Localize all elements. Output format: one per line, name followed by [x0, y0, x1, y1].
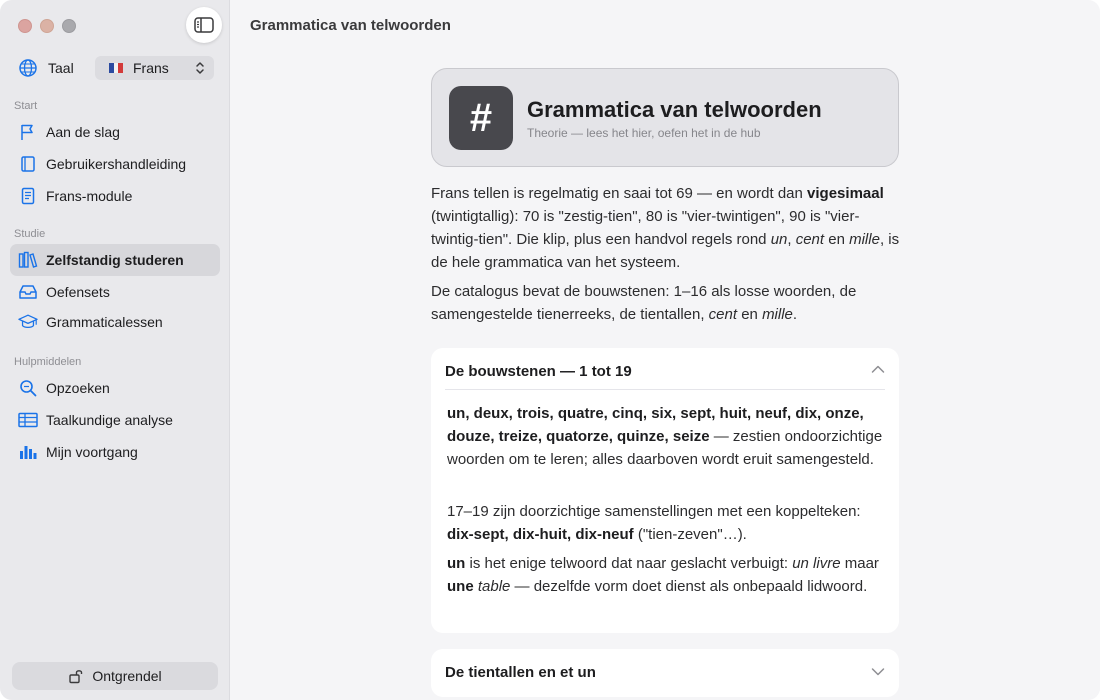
section-card-bouwstenen — [431, 348, 899, 633]
divider — [445, 389, 885, 390]
section-header-start: Start — [14, 100, 38, 112]
hero-title: Grammatica van telwoorden — [527, 97, 822, 122]
book-icon — [18, 154, 38, 174]
section-card-header[interactable]: De bouwstenen — 1 tot 19 — [445, 363, 632, 380]
sidebar-item-grammaticalessen[interactable] — [10, 306, 220, 338]
section-header-hulpmiddelen: Hulpmiddelen — [14, 356, 82, 368]
chevron-up-down-icon — [195, 61, 205, 75]
french-flag-icon — [109, 63, 123, 73]
intro-paragraph-1: Frans tellen is regelmatig en saai tot 69 — en wordt dan vigesimaal (twintigtallig): 70 is "zestig-tien", 80 is "vier-twintigen", 90 is "vier-twintig-tien". Die klip, plus een handvol regels rond un, cent en mille, is de hele grammatica van het systeem. — [431, 185, 900, 271]
sidebar-item-oefensets[interactable] — [10, 276, 220, 308]
sidebar-toggle-button[interactable] — [186, 7, 222, 43]
language-select[interactable] — [95, 56, 214, 80]
close-window-button[interactable] — [18, 19, 32, 33]
intro-paragraph-2: De catalogus bevat de bouwstenen: 1–16 als losse woorden, de samengestelde tienerreeks, de tientallen, cent en mille. — [431, 283, 857, 323]
sidebar — [0, 0, 230, 700]
unlock-label: Ontgrendel — [92, 668, 162, 684]
main-content — [231, 0, 1100, 700]
page-title: Grammatica van telwoorden — [250, 17, 451, 34]
card-paragraph-3: un is het enige telwoord dat naar geslacht verbuigt: un livre maar une table — dezelfde vorm doet dienst als onbepaald lidwoord. — [447, 555, 879, 595]
minimize-window-button[interactable] — [40, 19, 54, 33]
sidebar-item-label: Mijn voortgang — [46, 444, 138, 460]
language-row — [18, 56, 214, 80]
magnifier-icon — [18, 378, 38, 398]
books-icon — [18, 250, 38, 270]
sidebar-item-taalkundige-analyse[interactable] — [10, 404, 220, 436]
bar-chart-icon — [18, 442, 38, 462]
document-icon — [18, 186, 38, 206]
sidebar-item-label: Aan de slag — [46, 124, 120, 140]
table-icon — [18, 410, 38, 430]
hero-card — [431, 68, 899, 167]
window-controls — [18, 19, 76, 33]
sidebar-toggle-icon — [194, 17, 214, 33]
sidebar-item-aan-de-slag[interactable] — [10, 116, 220, 148]
section-header-studie: Studie — [14, 228, 46, 240]
hero-subtitle: Theorie — lees het hier, oefen het in de hub — [527, 126, 761, 140]
sidebar-item-label: Frans-module — [46, 188, 133, 204]
language-label: Taal — [48, 60, 74, 76]
graduation-cap-icon — [18, 312, 38, 332]
language-select-value: Frans — [133, 60, 169, 76]
card-paragraph-1: un, deux, trois, quatre, cinq, six, sept, huit, neuf, dix, onze, douze, treize, quatorze, quinze, seize — zestien ondoorzichtige woorden om te leren; alles daarboven wordt eruit samengesteld. — [447, 405, 883, 468]
globe-icon — [18, 58, 38, 78]
sidebar-item-opzoeken[interactable] — [10, 372, 220, 404]
section-card-header[interactable]: De tientallen en et un — [445, 664, 596, 681]
unlock-icon — [68, 668, 84, 684]
sidebar-item-label: Taalkundige analyse — [46, 412, 173, 428]
sidebar-item-label: Grammaticalessen — [46, 314, 163, 330]
section-card-tientallen[interactable] — [431, 649, 899, 697]
sidebar-item-label: Oefensets — [46, 284, 110, 300]
sidebar-item-gebruikershandleiding[interactable] — [10, 148, 220, 180]
tray-icon — [18, 282, 38, 302]
zoom-window-button[interactable] — [62, 19, 76, 33]
sidebar-item-mijn-voortgang[interactable] — [10, 436, 220, 468]
sidebar-item-frans-module[interactable] — [10, 180, 220, 212]
hash-icon: # — [449, 86, 513, 150]
sidebar-item-label: Zelfstandig studeren — [46, 252, 184, 268]
chevron-down-icon[interactable] — [871, 667, 885, 677]
unlock-button[interactable] — [12, 662, 218, 690]
sidebar-item-label: Opzoeken — [46, 380, 110, 396]
sidebar-item-label: Gebruikershandleiding — [46, 156, 187, 172]
sidebar-item-zelfstandig-studeren[interactable] — [10, 244, 220, 276]
card-paragraph-2: 17–19 zijn doorzichtige samenstellingen met een koppelteken: dix-sept, dix-huit, dix-neuf ("tien-zeven"…). — [447, 503, 861, 543]
flag-icon — [18, 122, 38, 142]
chevron-up-icon[interactable] — [871, 364, 885, 374]
